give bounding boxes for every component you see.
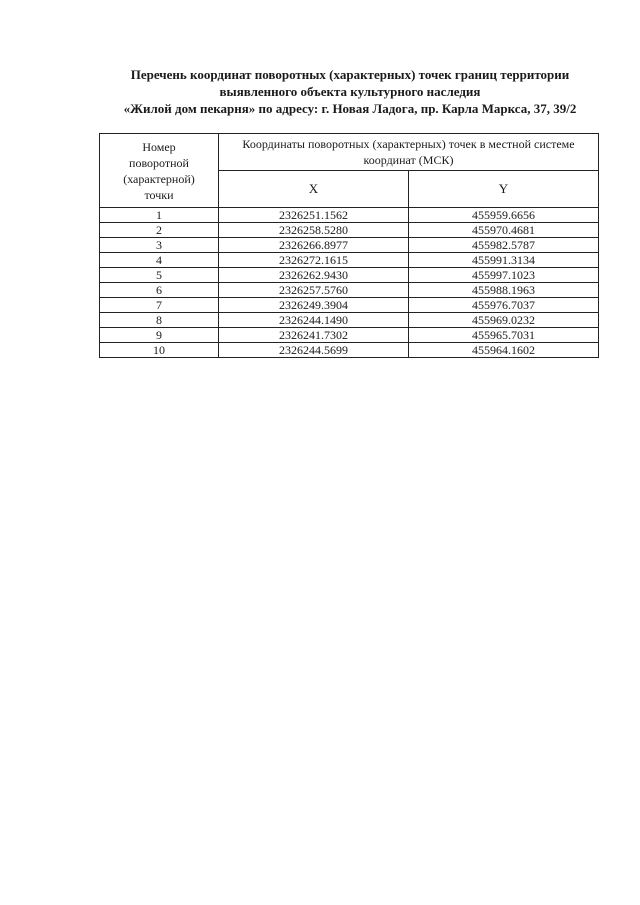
cell-x: 2326272.1615 — [219, 253, 409, 268]
cell-x: 2326258.5280 — [219, 223, 409, 238]
cell-y: 455970.4681 — [409, 223, 599, 238]
cell-x: 2326244.1490 — [219, 313, 409, 328]
table-row — [100, 283, 599, 298]
table-row — [100, 208, 599, 223]
cell-point-number: 2 — [100, 223, 219, 238]
cell-y: 455982.5787 — [409, 238, 599, 253]
cell-point-number: 6 — [100, 283, 219, 298]
title-line-3: «Жилой дом пекарня» по адресу: г. Новая Ладога, пр. Карла Маркса, 37, 39/2 — [123, 101, 577, 116]
title-line-2: выявленного объекта культурного наследия — [219, 84, 481, 99]
table-row — [100, 343, 599, 358]
cell-point-number: 8 — [100, 313, 219, 328]
header-point-number-line: точки — [144, 187, 174, 202]
cell-x: 2326251.1562 — [219, 208, 409, 223]
cell-point-number: 10 — [100, 343, 219, 358]
cell-x: 2326257.5760 — [219, 283, 409, 298]
header-point-number-line: Номер — [142, 139, 176, 154]
cell-y: 455988.1963 — [409, 283, 599, 298]
header-point-number-line: поворотной — [129, 155, 189, 170]
header-x: X — [219, 171, 409, 208]
cell-point-number: 1 — [100, 208, 219, 223]
cell-x: 2326249.3904 — [219, 298, 409, 313]
header-point-number-line: (характерной) — [123, 171, 195, 186]
cell-x: 2326244.5699 — [219, 343, 409, 358]
table-row — [100, 238, 599, 253]
cell-x: 2326241.7302 — [219, 328, 409, 343]
cell-x: 2326262.9430 — [219, 268, 409, 283]
cell-point-number: 7 — [100, 298, 219, 313]
cell-y: 455964.1602 — [409, 343, 599, 358]
table-row — [100, 223, 599, 238]
table-row — [100, 268, 599, 283]
cell-y: 455976.7037 — [409, 298, 599, 313]
cell-y: 455959.6656 — [409, 208, 599, 223]
cell-y: 455991.3134 — [409, 253, 599, 268]
cell-point-number: 9 — [100, 328, 219, 343]
coordinates-table — [99, 133, 599, 358]
header-y: Y — [409, 171, 599, 208]
cell-y: 455965.7031 — [409, 328, 599, 343]
table-row — [100, 328, 599, 343]
header-point-number — [100, 134, 219, 208]
table-row — [100, 253, 599, 268]
table-row — [100, 298, 599, 313]
cell-point-number: 5 — [100, 268, 219, 283]
document-title — [60, 66, 640, 117]
table-row — [100, 313, 599, 328]
cell-y: 455997.1023 — [409, 268, 599, 283]
header-msk-coordinates: Координаты поворотных (характерных) точек в местной системе координат (МСК) — [219, 134, 599, 171]
cell-point-number: 3 — [100, 238, 219, 253]
cell-y: 455969.0232 — [409, 313, 599, 328]
title-line-1: Перечень координат поворотных (характерных) точек границ территории — [130, 67, 570, 82]
cell-x: 2326266.8977 — [219, 238, 409, 253]
cell-point-number: 4 — [100, 253, 219, 268]
